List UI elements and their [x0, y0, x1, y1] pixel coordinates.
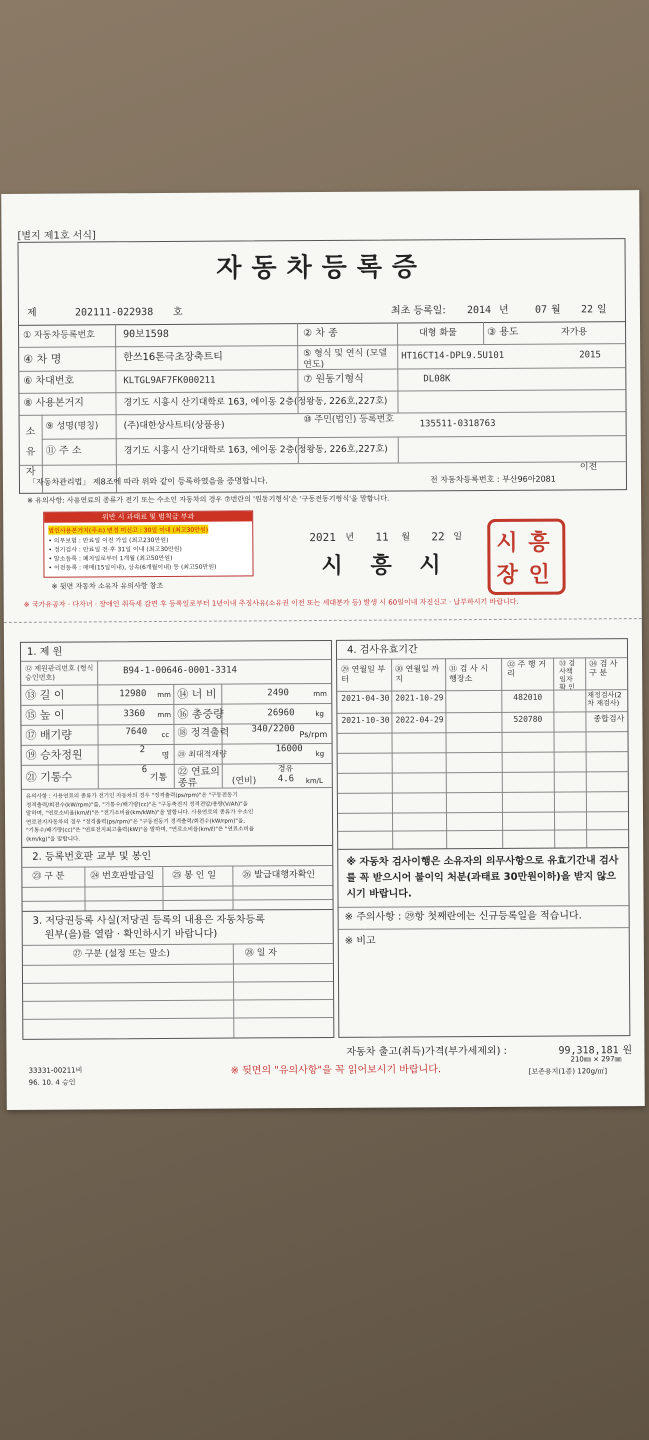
inspection-title: 4. 검사유효기간: [346, 644, 418, 656]
fuel-type-value: 경유: [277, 764, 294, 774]
paper-spec: [보존용지(1종) 120g/㎡]: [528, 1067, 608, 1076]
name-value: 한쓰16톤극초장축트티: [123, 351, 223, 364]
owner-id-label: ⑩ 주민(법인) 등록번호: [303, 414, 394, 426]
tax-notice: ※ 국가유공자 · 다자녀 · 장애인 취득세 감면 후 등록일로부터 1년이내 추징사유(소유권 이전 또는 세대분가 등) 발생 시 60일이내 자진신고 · 납부하시기 바랍니다.: [23, 597, 519, 609]
seats-value: 2: [139, 745, 146, 756]
height-label: ⑮ 높 이: [25, 708, 65, 722]
inspection-header: ㉝ 검사책임자 확 인: [559, 659, 576, 692]
plate-header: ㉕ 봉 인 일: [172, 870, 217, 881]
vin-value: KLTGL9AF7FK000211: [123, 375, 216, 387]
cylinder-value: 6: [141, 765, 148, 776]
efficiency-value: 4.6: [277, 774, 295, 785]
inspection-type: 종합검사: [593, 714, 625, 724]
penalty-warning-box: [43, 510, 253, 577]
name-label: ④ 차 명: [23, 352, 62, 366]
first-reg-day: 22: [580, 304, 594, 316]
plate-title: 2. 등록번호판 교부 및 봉인: [32, 851, 152, 863]
type-label: ② 차 종: [303, 327, 338, 340]
lien-header: ㉘ 일 자: [244, 948, 278, 959]
transfer-note: 이전: [579, 462, 598, 473]
owner-id-value: 135511-0318763: [419, 418, 496, 430]
inspection-header: ㉙ 연월일 부터: [341, 664, 386, 684]
read-back-notice: ※ 뒷면의 "유의사항"을 꼭 읽어보시기 바랍니다.: [230, 1064, 442, 1077]
inspection-caution: ※ 주의사항 : ㉙항 첫째란에는 신규등록일을 적습니다.: [344, 910, 582, 923]
certificate-form: [18, 238, 628, 494]
lien-title: 3. 저당권등록 사실(저당권 등록의 내용은 자동차등록: [32, 914, 265, 927]
displacement-unit: cc: [161, 730, 170, 739]
owner-name-label: ⑨ 성명(명칭): [45, 421, 99, 432]
remark-label: ※ 비고: [344, 935, 376, 947]
gross-label: ⑯ 총중량: [177, 707, 224, 721]
warning-item: • 말소등록 : 폐차일로부터 1개월 (최고50만원): [48, 554, 173, 563]
use-label: ③ 용도: [487, 326, 519, 338]
width-label: ⑭ 너 비: [177, 687, 217, 701]
inspection-panel: [336, 638, 630, 1038]
inspection-from: 2021-10-30: [341, 715, 390, 725]
specs-panel: [20, 640, 334, 1040]
efficiency-unit: km/L: [305, 777, 323, 786]
inspection-from: 2021-04-30: [341, 693, 390, 703]
fuel-type-label: ㉒ 연료의 종류: [177, 766, 220, 789]
issue-year-unit: 년: [345, 532, 355, 543]
plate-header: ㉓ 구 분: [32, 871, 65, 882]
payload-label: ⑳ 최대적재량: [177, 749, 227, 759]
issue-year: 2021: [309, 530, 336, 545]
displacement-value: 7640: [125, 727, 148, 738]
warning-item: 법인사용본거지(주소) 변경 미신고 : 30일 이내 (최고30만원): [48, 526, 209, 535]
first-reg-label: 최초 등록일:: [390, 305, 446, 317]
note-line: 정격출력/회전수(kW/rpm)"를, "기통수/배기량(cc)"은 "구동축전지 정격전압/용량(V/Ah)"을: [25, 800, 248, 809]
lien-title-2: 원부(을)를 열람 · 확인하시기 바랍니다): [44, 928, 218, 941]
warning-item: • 의무보험 : 만료일 이전 가입 (최고230만원): [48, 536, 169, 545]
length-value: 12980: [119, 689, 147, 700]
page-title: 자동차등록증: [216, 252, 428, 284]
base-value: 경기도 시흥시 산기대학로 163, 에이동 2층(정왕동, 226호,227호): [123, 396, 388, 409]
official-seal: 시 흥 장 인: [487, 519, 565, 595]
height-value: 3360: [123, 709, 146, 720]
payload-value: 16000: [275, 744, 303, 755]
note-line: 유의사항 : 사용연료의 종류가 전기인 자동차의 경우 "정격출력(ps/rpm)"은 "구동전동기: [25, 792, 238, 800]
back-note: ※ 뒷면 자동차 소유자 유의사항 참조: [51, 581, 164, 591]
width-unit: mm: [313, 689, 327, 699]
inspection-km: 520780: [513, 714, 543, 724]
law-text: 「자동차관리법」 제8조에 따라 위와 같이 등록하였음을 증명합니다.: [27, 476, 268, 487]
inspection-notice: ※ 자동차 검사이행은 소유자의 의무사항으로 유효기간내 검사를 꼭 받으시어 불이익 처분(과태료 30만원이하)을 받지 않으시기 바랍니다.: [346, 855, 619, 900]
approval-value: B94-1-00646-0001-3314: [123, 665, 237, 677]
penalty-warning-title: 위반 시 과태료 및 범칙금 부과: [44, 511, 252, 522]
prev-reg-number: 전 자동차등록번호 : 부산96아2081: [429, 474, 556, 485]
inspection-type: 재정검사(2차 재검사): [587, 691, 622, 708]
addr-label: ⑪ 주 소: [45, 445, 82, 457]
power-value: 340/2200: [251, 724, 295, 735]
warning-item: • 이전등록 : 매매(15일이내), 상속(6개월이내) 등 (최고50만원): [48, 563, 217, 572]
power-label: ⑱ 정격출력: [177, 727, 230, 739]
issue-day-unit: 일: [453, 532, 463, 543]
note-line: "기통수/배기량(cc)"은 "연료전지최고출력(kW)"을 말하며, "연료소비율(km/ℓ)"은 "연료소비율: [26, 826, 255, 834]
price-unit: 원: [622, 1045, 633, 1057]
note-line: 말하며, "연료소비율(km/ℓ)"은 "전기소비율(km/kWh)"을 말합니다. 사용연료의 종류가 수소인: [25, 809, 254, 817]
registration-certificate: [1, 190, 645, 1110]
issue-month: 11: [375, 530, 389, 544]
reg-no-value: 90보1598: [123, 328, 169, 341]
warning-item: • 정기검사 : 만료일 전·후 31일 이내 (최고30만원): [48, 545, 182, 554]
plate-header: ㉖ 발급대행자확인: [242, 870, 316, 881]
payload-unit: kg: [315, 749, 325, 759]
efficiency-label: (연비): [231, 776, 257, 787]
gross-value: 26960: [267, 708, 295, 719]
inspection-header: ㉜ 주 행 거 리: [507, 659, 546, 678]
note-line: 연료전지자동차의 경우 "정격출력(ps/rpm)"은 "구동전동기 정격출력/회전수(kW/rpm)"을,: [26, 817, 246, 826]
form-number: [별지 제1호 서식]: [17, 230, 96, 242]
price-label: 자동차 출고(취득)가격(부가세제외) :: [346, 1045, 508, 1058]
issuer-name: 시 흥 시: [321, 553, 451, 580]
model-label: ⑤ 형식 및 연식 (모델연도): [303, 348, 388, 371]
reg-no-label: ① 자동차등록번호: [23, 330, 95, 341]
cert-no-value: 202111-022938: [74, 307, 154, 319]
owner-name-value: (주)대한상사트티(상품용): [123, 420, 225, 432]
length-unit: mm: [157, 690, 171, 700]
use-value: 자가용: [561, 327, 588, 338]
fuel-note: ※ 유의사항: 사용연료의 종류가 전기 또는 수소인 자동차의 경우 ⑦번란의 '원동기형식'은 '구동전동기형식'을 말합니다.: [27, 494, 390, 505]
paper-size: 210㎜ × 297㎜: [570, 1055, 622, 1064]
engine-value: DL08K: [423, 374, 451, 385]
base-label: ⑧ 사용본거지: [23, 397, 84, 409]
inspection-km: 482010: [513, 692, 543, 702]
approval-label: ⑫ 제원관리번호 (형식승인번호): [25, 664, 94, 682]
owner-side-label: 소유자: [25, 426, 36, 478]
width-value: 2490: [267, 688, 289, 699]
first-reg-month: 07: [534, 304, 548, 316]
height-unit: mm: [157, 710, 172, 720]
cylinder-label: ㉑ 기통수: [25, 770, 73, 784]
doc-code: 33331-00211비: [28, 1066, 83, 1075]
cert-no-suffix: 호: [172, 306, 183, 318]
addr-value: 경기도 시흥시 산기대학로 163, 에이동 2층(정왕동, 226호,227호): [123, 444, 388, 457]
issue-month-unit: 월: [401, 532, 411, 543]
inspection-header: ㉞ 검 사 구 분: [589, 659, 618, 678]
note-line: (km/kg)"을 말합니다.: [26, 835, 81, 843]
inspection-header: ㉛ 검 사 시행장소: [449, 663, 488, 684]
type-value: 대형 화물: [419, 328, 457, 339]
plate-header: ㉔ 번호판발급일: [90, 871, 155, 882]
inspection-to: 2022-04-29: [395, 715, 444, 725]
displacement-label: ⑰ 배기량: [25, 728, 72, 742]
first-reg-day-unit: 일: [596, 304, 607, 316]
issue-day: 22: [431, 530, 445, 544]
inspection-to: 2021-10-29: [395, 693, 444, 703]
first-reg-month-unit: 월: [550, 304, 561, 316]
engine-label: ⑦ 원동기형식: [303, 373, 364, 386]
seats-label: ⑲ 승차정원: [25, 748, 83, 762]
cylinder-unit: 기통: [149, 772, 168, 784]
seats-unit: 명: [161, 750, 170, 760]
fold-line: [4, 618, 642, 623]
power-unit: Ps/rpm: [299, 729, 328, 740]
gross-unit: kg: [315, 709, 324, 719]
cert-no-label: 제: [26, 307, 37, 319]
inspection-header: ㉚ 연월일 까지: [395, 664, 440, 684]
first-reg-year-unit: 년: [498, 304, 509, 316]
approval-date: 96. 10. 4 승인: [28, 1078, 76, 1087]
model-value: HT16CT14-DPL9.5U101: [401, 350, 505, 362]
first-reg-year: 2014: [466, 304, 492, 317]
price-value: 99,318,181: [558, 1045, 619, 1057]
vin-label: ⑥ 차대번호: [23, 375, 75, 387]
specs-title: 1. 제 원: [26, 646, 63, 658]
length-label: ⑬ 길 이: [25, 688, 65, 702]
lien-header: ㉗ 구분 (설정 또는 말소): [72, 948, 170, 960]
model-year: 2015: [579, 350, 601, 361]
specs-notes: [26, 791, 254, 843]
